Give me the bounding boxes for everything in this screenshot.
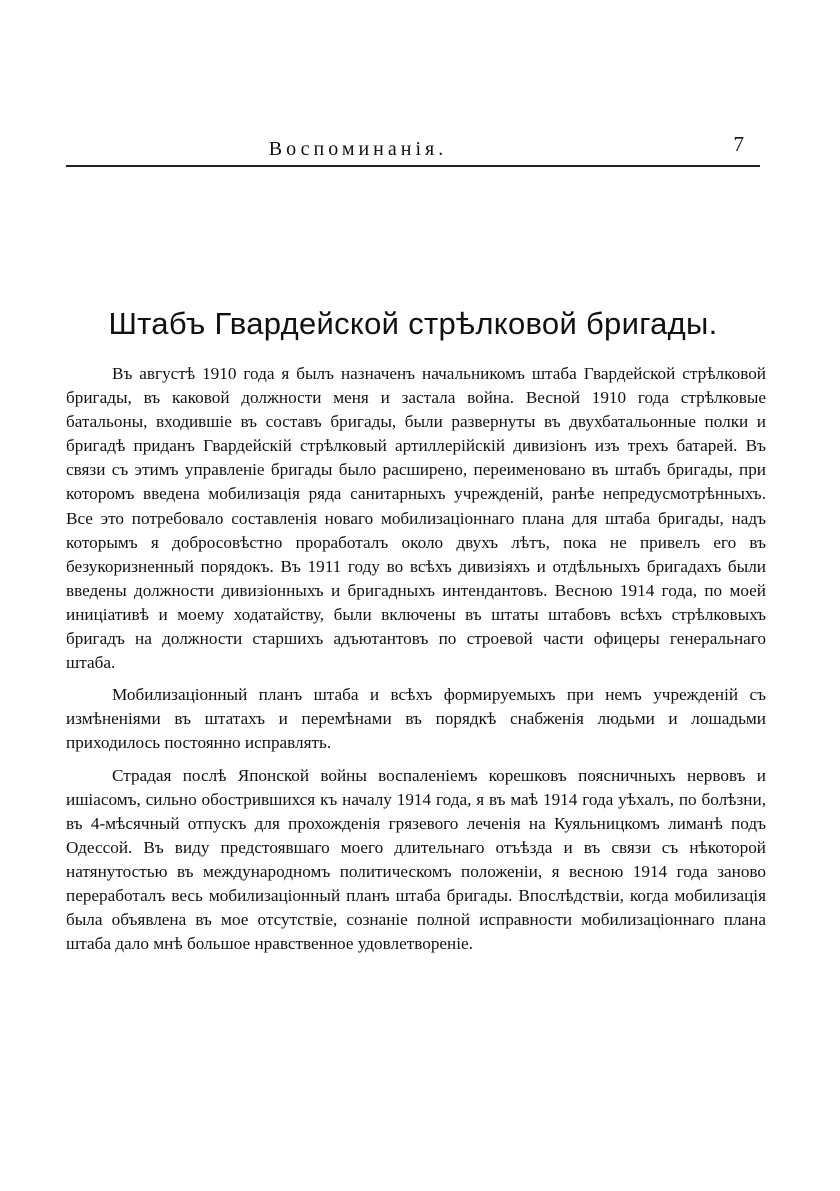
paragraph-3: Страдая послѣ Японской войны воспаленіемъ корешковъ поясничныхъ нервовъ и ишіасомъ, сильно обострившихся къ началу 1914 года, я въ маѣ 1914 года уѣхалъ, по болѣзни, въ 4-мѣсячный отпускъ для прохожденія грязевого леченія на Куяльницкомъ лиманѣ подъ Одессой. Въ виду предстоявшаго моего длительнаго отъѣзда и въ связи съ нѣкоторой натянутостью въ международномъ политическомъ положеніи, я весною 1914 года заново переработалъ весь мобилизаціонный планъ штаба бригады. Впослѣдствіи, когда мобилизація была объявлена въ мое отсутствіе, сознаніе полной исправности мобилизаціоннаго плана штаба дало мнѣ большое нравственное удовлетвореніе. — [66, 765, 766, 954]
paragraph-1: Въ августѣ 1910 года я былъ назначенъ начальникомъ штаба Гвардейской стрѣлковой бригады, въ каковой должности меня и застала война. Весной 1910 года стрѣлковые батальоны, входившіе въ составъ бригады, были развернуты въ двухбатальонные полки и бригадѣ приданъ Гвардейскій стрѣлковый артиллерійскій дивизіонъ изъ трехъ батарей. Въ связи съ этимъ управленіе бригады было расширено, переименовано въ штабъ бригады, при которомъ введена мобилизація ряда санитарныхъ учрежденій, ранѣе непредусмотрѣнныхъ. Все это потребовало составленія новаго мобилизаціоннаго плана для штаба бригады, надъ которымъ я добросовѣстно проработалъ около двухъ лѣтъ, пока не привелъ его въ безукоризненный порядокъ. Въ 1911 году во всѣхъ дивизіяхъ и отдѣльныхъ бригадахъ были введены должности дивизіонныхъ и бригадныхъ интендантовъ. Весною 1914 года, по моей иниціативѣ и моему ходатайству, были включены въ штаты штабовъ всѣхъ стрѣлковыхъ бригадъ на должности старшихъ адъютантовъ по строевой части офицеры генеральнаго штаба. — [66, 364, 766, 673]
section-title: Штабъ Гвардейской стрѣлковой бригады. — [108, 306, 718, 341]
page-number: 7 — [733, 132, 744, 156]
running-header — [66, 128, 760, 168]
paragraph-2: Мобилизаціонный планъ штаба и всѣхъ формируемыхъ при немъ учрежденій съ измѣненіями въ штатахъ и перемѣнами въ порядкѣ снабженія людьми и лошадьми приходилось постоянно исправлять. — [66, 685, 766, 753]
running-header-title: Воспоминанія. — [268, 138, 448, 160]
header-rule — [66, 165, 760, 167]
body-text — [66, 362, 766, 964]
